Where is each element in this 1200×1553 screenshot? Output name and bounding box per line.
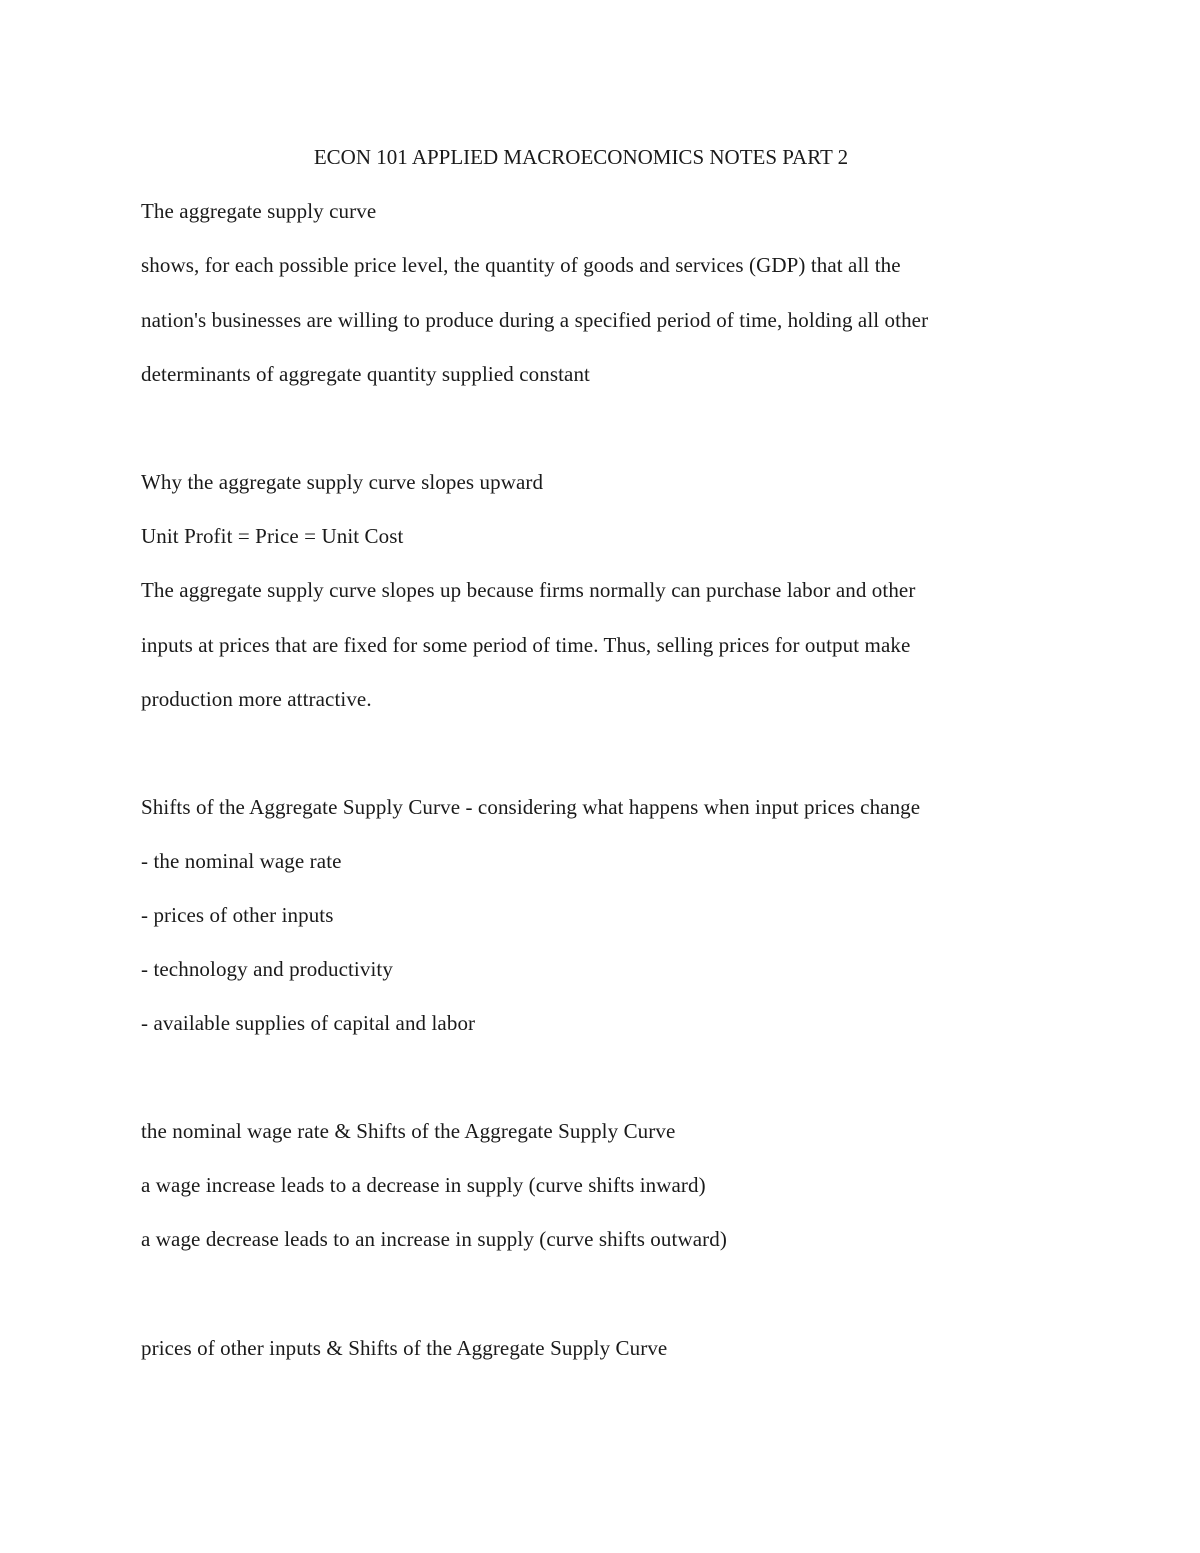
paragraph-line: The aggregate supply curve slopes up because firms normally can purchase labor and other	[141, 578, 916, 602]
formula-line: Unit Profit = Price = Unit Cost	[141, 524, 404, 548]
section-heading: prices of other inputs & Shifts of the Aggregate Supply Curve	[141, 1336, 668, 1360]
section-heading: Why the aggregate supply curve slopes upward	[141, 470, 544, 494]
section-heading: the nominal wage rate & Shifts of the Aggregate Supply Curve	[141, 1119, 676, 1143]
section-heading: Shifts of the Aggregate Supply Curve - considering what happens when input prices change	[141, 795, 921, 819]
paragraph-line: nation's businesses are willing to produce during a specified period of time, holding all other	[141, 308, 929, 332]
paragraph-line: shows, for each possible price level, the quantity of goods and services (GDP) that all the	[141, 253, 901, 277]
list-item: - available supplies of capital and labor	[141, 1011, 476, 1035]
section-heading: The aggregate supply curve	[141, 199, 377, 223]
list-item: - technology and productivity	[141, 957, 393, 981]
paragraph-line: determinants of aggregate quantity supplied constant	[141, 362, 590, 386]
paragraph-line: a wage decrease leads to an increase in supply (curve shifts outward)	[141, 1227, 727, 1251]
list-item: - the nominal wage rate	[141, 849, 342, 873]
paragraph-line: production more attractive.	[141, 687, 372, 711]
paragraph-line: a wage increase leads to a decrease in supply (curve shifts inward)	[141, 1173, 706, 1197]
document-title: ECON 101 APPLIED MACROECONOMICS NOTES PART 2	[313, 145, 849, 169]
paragraph-line: inputs at prices that are fixed for some period of time. Thus, selling prices for output make	[141, 633, 911, 657]
list-item: - prices of other inputs	[141, 903, 334, 927]
